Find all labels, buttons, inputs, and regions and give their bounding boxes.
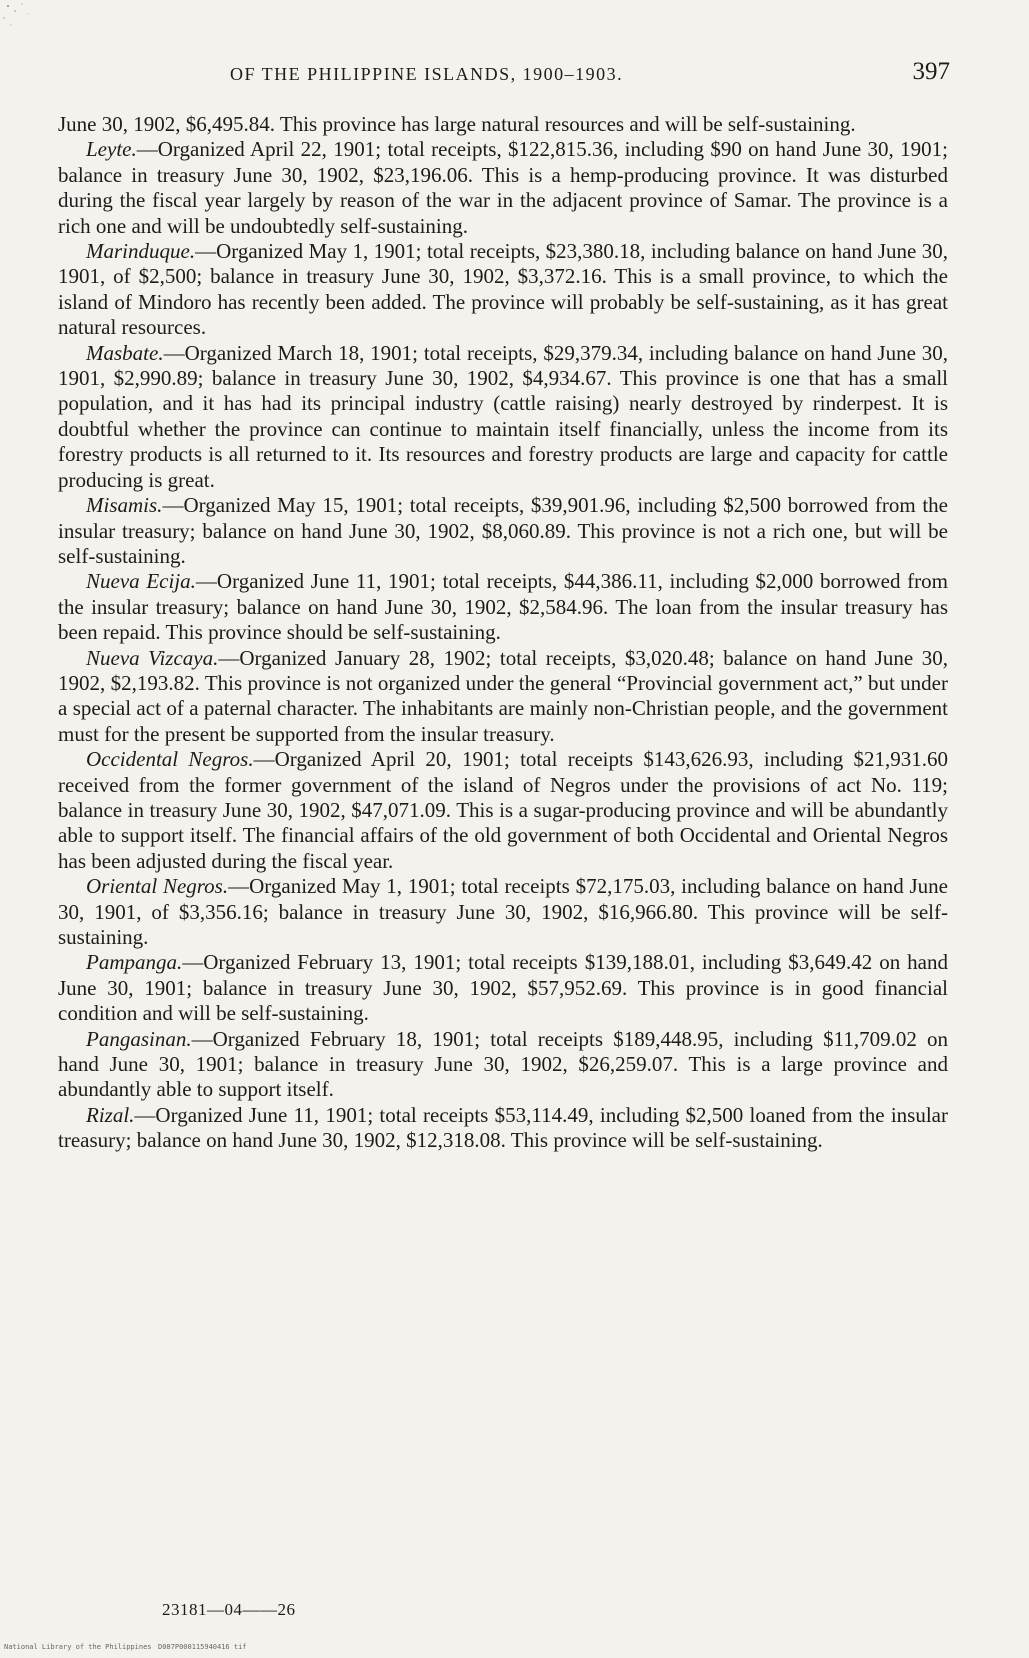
province-name: Nueva Vizcaya. xyxy=(86,645,219,670)
province-name: Pampanga. xyxy=(86,950,183,975)
paragraph-nueva-ecija xyxy=(58,569,948,645)
page-number: 397 xyxy=(912,58,950,85)
paragraph-marinduque xyxy=(58,239,948,341)
province-name: Pangasinan. xyxy=(86,1026,192,1051)
paragraph-text: June 30, 1902, $6,495.84. This province has large natural resources and will be self-sustaining. xyxy=(58,112,856,136)
page-header xyxy=(60,58,950,92)
body-text xyxy=(58,112,948,1154)
paragraph-rizal xyxy=(58,1103,948,1154)
running-head: OF THE PHILIPPINE ISLANDS, 1900–1903. xyxy=(230,64,624,84)
paragraph-text: —Organized June 11, 1901; total receipts $53,114.49, including $2,500 loaned from the insular treasury; balance on hand June 30, 1902, $12,318.08. This province will be self-sustaining. xyxy=(58,1102,948,1153)
paragraph-text: —Organized March 18, 1901; total receipts, $29,379.34, including balance on hand June 30, 1901, $2,990.89; balance in treasury June 30, 1902, $4,934.67. This province is one that has a small population, and it has had its principal industry (cattle raising) nearly destroyed by rinderpest. It is doubtful whether the province can continue to maintain itself financially, unless the income from its forestry products is all returned to it. Its resources and forestry products are large and capacity for cattle producing is great. xyxy=(58,340,948,492)
paragraph-continuation xyxy=(58,112,948,137)
paragraph-oriental-negros xyxy=(58,874,948,950)
paragraph-text: —Organized June 11, 1901; total receipts, $44,386.11, including $2,000 borrowed from the insular treasury; balance on hand June 30, 1902, $2,584.96. The loan from the insular treasury has been repaid. This province should be self-sustaining. xyxy=(58,569,948,645)
paragraph-masbate xyxy=(58,341,948,493)
paragraph-text: —Organized February 13, 1901; total receipts $139,188.01, including $3,649.42 on hand June 30, 1901; balance in treasury June 30, 1902, $57,952.69. This province is in good financial condition and will be self-sustaining. xyxy=(58,950,948,1026)
province-name: Rizal. xyxy=(86,1102,135,1127)
paragraph-text: —Organized May 15, 1901; total receipts, $39,901.96, including $2,500 borrowed from the insular treasury; balance on hand June 30, 1902, $8,060.89. This province is not a rich one, but will be self-sustaining. xyxy=(58,493,948,568)
scan-source-label: National Library of the Philippines xyxy=(4,1643,152,1651)
province-name: Occidental Negros. xyxy=(86,747,254,772)
province-name: Marinduque. xyxy=(86,239,196,264)
paragraph-misamis xyxy=(58,493,948,569)
province-name: Oriental Negros. xyxy=(86,874,229,899)
printer-signature: 23181—04——26 xyxy=(162,1600,296,1619)
paragraph-nueva-vizcaya xyxy=(58,646,948,748)
paragraph-leyte xyxy=(58,137,948,239)
paragraph-occidental-negros xyxy=(58,747,948,874)
paragraph-text: —Organized May 1, 1901; total receipts, $23,380.18, including balance on hand June 30, 1901, of $2,500; balance in treasury June 30, 1902, $3,372.16. This is a small province, to which the island of Mindoro has recently been added. The province will probably be self-sustaining, as it has great natural resources. xyxy=(58,239,948,340)
scan-footer xyxy=(0,1640,1029,1654)
paragraph-text: —Organized April 20, 1901; total receipts $143,626.93, including $21,931.60 received from the former government of the island of Negros under the provisions of act No. 119; balance in treasury June 30, 1902, $47,071.09. This is a sugar-producing province and will be abundantly able to support itself. The financial affairs of the old government of both Occidental and Oriental Negros has been adjusted during the fiscal year. xyxy=(58,747,948,873)
paragraph-text: —Organized February 18, 1901; total receipts $189,448.95, including $11,709.02 on hand June 30, 1901; balance in treasury June 30, 1902, $26,259.07. This is a large province and abundantly able to support itself. xyxy=(58,1026,948,1102)
paragraph-text: —Organized April 22, 1901; total receipts, $122,815.36, including $90 on hand June 30, 1901; balance in treasury June 30, 1902, $23,196.06. This is a hemp-producing province. It was disturbed during the fiscal year largely by reason of the war in the adjacent province of Samar. The province is a rich one and will be undoubtedly self-sustaining. xyxy=(58,137,948,238)
province-name: Leyte. xyxy=(86,137,137,162)
province-name: Misamis. xyxy=(86,493,163,518)
province-name: Nueva Ecija. xyxy=(86,569,196,594)
paragraph-text: —Organized January 28, 1902; total receipts, $3,020.48; balance on hand June 30, 1902, $2,193.82. This province is not organized under the general “Provincial government act,” but under a special act of a paternal character. The inhabitants are mainly non-Christian people, and the government must for the present be supported from the insular treasury. xyxy=(58,645,948,746)
paragraph-pampanga xyxy=(58,950,948,1026)
scan-file-label: D087P000115940416 tif xyxy=(158,1643,247,1651)
paragraph-text: —Organized May 1, 1901; total receipts $72,175.03, including balance on hand June 30, 1901, of $3,356.16; balance in treasury June 30, 1902, $16,966.80. This province will be self-sustaining. xyxy=(58,874,948,949)
province-name: Masbate. xyxy=(86,340,164,365)
paragraph-pangasinan xyxy=(58,1027,948,1103)
